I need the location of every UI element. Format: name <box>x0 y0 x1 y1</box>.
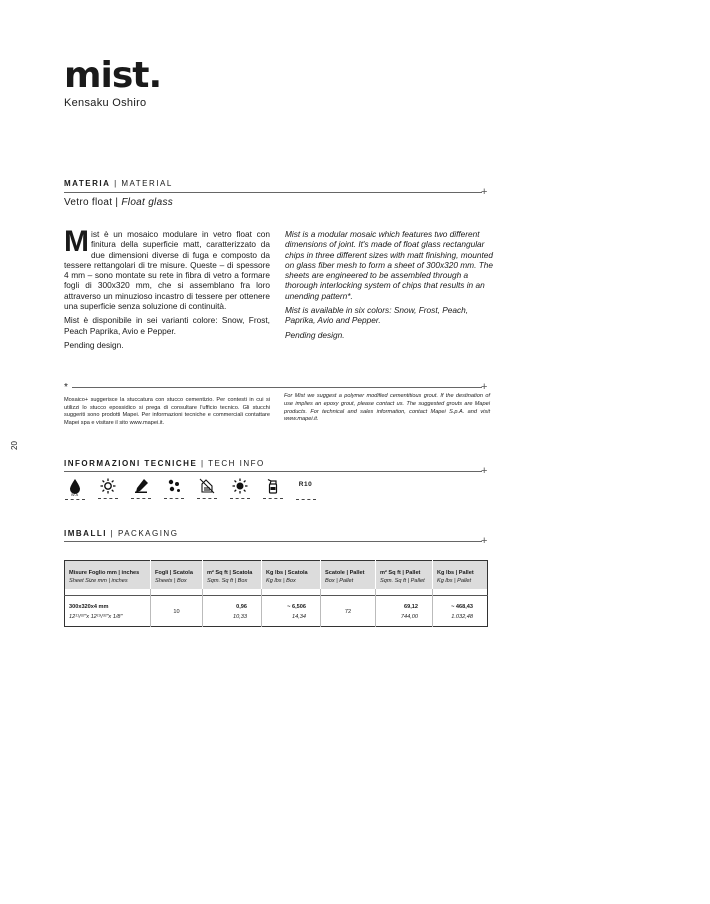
water-absorption-icon: W.A <box>63 478 86 500</box>
slip-resistance-rating: R10 <box>294 478 317 500</box>
colors-italian: Mist è disponibile in sei varianti colore: Snow, Frost, Peach Paprika, Avio e Pepper. <box>64 315 270 336</box>
column-header: Kg lbs | Scatola Kg lbs | Box <box>262 561 321 590</box>
packaging-table <box>64 560 488 627</box>
designer-name: Kensaku Oshiro <box>64 97 147 109</box>
cell-sqm-pallet: 69,12 744,00 <box>376 595 433 626</box>
column-header: m² Sq ft | Pallet Sqm. Sq ft | Pallet <box>376 561 433 590</box>
column-header: m² Sq ft | Scatola Sqm. Sq ft | Box <box>203 561 262 590</box>
table-header-row <box>65 561 488 590</box>
plus-mark: + <box>481 465 488 477</box>
description-italian: Mist è un mosaico modulare in vetro float con finitura della superficie matt, caratterizzato da due dimensioni diverse di fuga e composto da tessere rettangolari di tre misure. Queste – di spessore 4 mm – sono montate su rete in fibra di vetro a formare fogli di 300x320 mm, che si assemblano fra loro attraverso un minuzioso incastro di tessere per ottenere una superficie senza soluzione di continuità. Mist è disponibile in sei varianti colore: Snow, Frost, Peach Paprika, Avio e Pepper. Pending design. <box>64 225 270 350</box>
frost-resistance-icon <box>162 478 185 500</box>
cell-kg-pallet: ~ 468,43 1.032,48 <box>433 595 488 626</box>
packaging-rule <box>64 541 482 542</box>
colors-english: Mist is available in six colors: Snow, Frost, Peach, Paprika, Avio and Pepper. <box>285 305 469 326</box>
page-number: 20 <box>10 441 19 450</box>
tech-rule <box>64 471 482 472</box>
material-subtitle: Vetro float | Float glass <box>64 197 174 208</box>
plus-mark: + <box>481 381 488 393</box>
material-heading: MATERIA | MATERIAL <box>64 179 173 188</box>
cell-sqm-box: 0,96 10,33 <box>203 595 262 626</box>
table-row <box>65 595 488 626</box>
sunlight-icon <box>228 478 251 500</box>
footnote-star: * <box>64 382 68 393</box>
plus-mark: + <box>481 535 488 547</box>
packaging-heading: IMBALLI | PACKAGING <box>64 529 179 538</box>
no-heating-icon <box>195 478 218 500</box>
tech-heading: INFORMAZIONI TECNICHE | TECH INFO <box>64 459 265 468</box>
column-header: Fogli | Scatola Sheets | Box <box>151 561 203 590</box>
column-header: Kg lbs | Pallet Kg lbs | Pallet <box>433 561 488 590</box>
cleaning-spray-icon <box>261 478 284 500</box>
cell-sheets-box: 10 <box>151 595 203 626</box>
description-english: Mist is a modular mosaic which features two different dimensions of joint. It's made of float glass rectangular chips in three different sizes with matt finishing, mounted on glass fiber mesh to form a sheet of 300x320 mm. The sheets are engineered to be assembled through a thorough interlocking system of chips that results in an unending pattern*. Mist is available in six colors: Snow, Frost, Peach, Paprika, Avio and Pepper. Pending design. <box>285 229 493 340</box>
grout-note-english: For Mist we suggest a polymer modified cementitious grout. If the destination of use implies an epoxy grout, please contact us. The suggested grouts are Mapei products. For technical and sales information, contact Mapei S.p.A. and visit www.mapei.it. <box>284 393 490 423</box>
pending-english: Pending design. <box>285 329 345 340</box>
dropcap: M <box>64 225 89 258</box>
light-resistance-icon <box>96 478 119 500</box>
grout-note-italian: Mosaico+ suggerisce la stuccatura con stucco cementizio. Per contesti in cui si utilizzi lo stucco epossidico si prega di consultare l'ufficio tecnico. Gli stucchi suggeriti sono prodotti Mapei. Per informazioni tecniche e commerciali contattare Mapei spa e visitare il sito www.mapei.it. <box>64 397 270 426</box>
note-rule <box>72 387 482 388</box>
cell-kg-box: ~ 6,506 14,34 <box>262 595 321 626</box>
plus-mark: + <box>481 186 488 198</box>
cell-box-pallet: 72 <box>321 595 376 626</box>
chemical-resistance-icon <box>129 478 152 500</box>
pending-italian: Pending design. <box>64 339 124 350</box>
column-header: Misure Foglio mm | inches Sheet Size mm | inches <box>65 561 151 590</box>
column-header: Scatole | Pallet Box | Pallet <box>321 561 376 590</box>
cell-size: 300x320x4 mm 12¹¹/³²"x 12¹⁹/³²"x 1/8" <box>69 603 123 620</box>
product-title: mist. <box>64 55 162 96</box>
material-rule <box>64 192 482 193</box>
tech-icons <box>63 478 317 500</box>
